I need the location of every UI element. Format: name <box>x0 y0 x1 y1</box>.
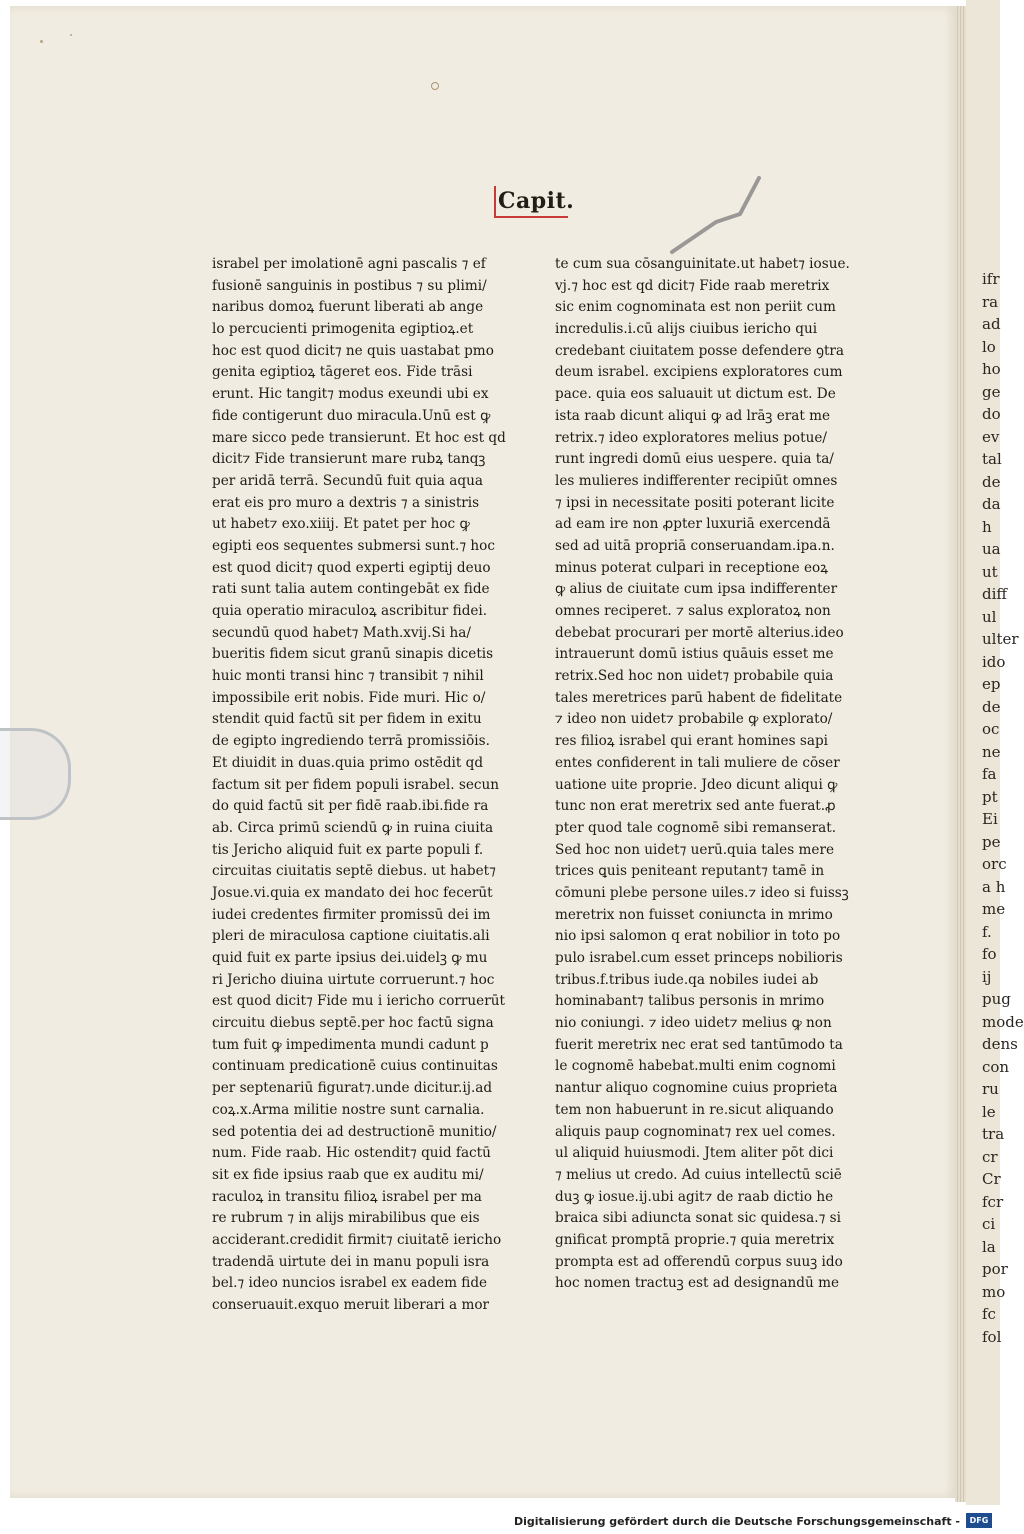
text-line: conseruauit.exquo meruit liberari a mor <box>212 1297 490 1313</box>
text-line: debebat procurari per mortē alterius.ideo <box>555 624 844 641</box>
next-page-line-fragment: cr <box>982 1147 998 1166</box>
text-line: incredulis.i.cū alijs ciuibus iericho qui <box>555 321 818 338</box>
text-line: Et diuidit in duas.quia primo ostēdit qd <box>212 754 484 771</box>
text-line: Josue.vi.quia ex mandato dei hoc fecerūt <box>212 884 493 901</box>
text-line: num. Fide raab. Hic ostendit⁊ quid factū <box>212 1145 491 1162</box>
next-page-line-fragment: tra <box>982 1125 1005 1143</box>
next-page-line-fragment: a h <box>982 877 1006 896</box>
text-line: gnificat promptā proprie.⁊ quia meretrix <box>555 1231 835 1248</box>
text-line: intrauerunt domū istius quāuis esset me <box>555 646 834 663</box>
text-line: trices ꝗuis peniteant reputant⁊ tamē in <box>555 863 825 880</box>
rubric-mark <box>494 186 568 218</box>
next-page-line-fragment: mode <box>982 1012 1024 1031</box>
next-page-line-fragment: dens <box>982 1035 1018 1053</box>
digitization-footer <box>0 1506 1000 1534</box>
text-line: nio ipsi salomon q erat nobilior in toto po <box>555 928 841 945</box>
next-page-line-fragment: le <box>982 1102 996 1121</box>
text-line: ⁊ ideo non uidet⁊ probabile ꝙ explorato/ <box>555 711 833 728</box>
next-page-line-fragment: tal <box>982 450 1002 468</box>
text-line: te cum sua cōsanguinitate.ut habet⁊ iosue. <box>555 256 850 272</box>
next-page-line-fragment: ij <box>982 967 992 986</box>
text-line: ⁊ melius ut credo. Ad cuius intellectū sciē <box>555 1166 842 1183</box>
text-line: ab. Circa primū sciendū ꝙ in ruina ciuita <box>212 819 494 836</box>
text-line: les mulieres indifferenter recipiūt omnes <box>555 472 838 489</box>
next-page-line-fragment: oc <box>982 720 1000 738</box>
text-line: bel.⁊ ideo nuncios israbel ex eadem fide <box>212 1275 488 1292</box>
text-line: hominabant⁊ talibus personis in mrimo <box>555 993 825 1010</box>
text-line: sic enim cognominata est non periit cum <box>555 299 836 316</box>
text-line: circuitu diebus septē.per hoc factū signa <box>212 1015 494 1032</box>
text-line: sit ex fide ipsius raab que ex auditu mi/ <box>212 1166 484 1183</box>
text-line: vj.⁊ hoc est qd dicit⁊ Fide raab meretrix <box>555 277 830 294</box>
text-line: hoc nomen tractuꝫ est ad designandū me <box>555 1275 840 1292</box>
next-page-line-fragment: pug <box>982 990 1011 1008</box>
next-page-line-fragment: lo <box>982 337 996 356</box>
text-line: genita egiptioꝝ tāgeret eos. Fide trāsi <box>212 364 473 381</box>
next-page-line-fragment: ifr <box>982 270 1000 288</box>
text-line: prompta est ad offerendū corpus suuꝫ ido <box>555 1253 843 1270</box>
text-line: est quod dicit⁊ Fide mu i iericho corruerūt <box>212 993 505 1010</box>
text-line: tribus.f.tribus iude.qa nobiles iudei ab <box>555 971 819 988</box>
text-line: mare sicco pede transierunt. Et hoc est qd <box>212 429 506 446</box>
next-page-line-fragment: pe <box>982 832 1001 851</box>
text-line: do quid factū sit per fidē raab.ibi.fide ra <box>212 798 489 815</box>
chapter-heading-text: Capit. <box>498 188 575 214</box>
text-line: retrix.Sed hoc non uidet⁊ probabile quia <box>555 668 834 685</box>
text-line: ut habet⁊ exo.xiiij. Et patet per hoc ꝙ <box>212 516 470 533</box>
next-page-line-fragment: orc <box>982 855 1007 873</box>
text-line: tem non habuerunt in re.sicut aliquando <box>555 1101 834 1118</box>
next-page-line-fragment: fo <box>982 945 997 963</box>
next-page-line-fragment: la <box>982 1237 996 1256</box>
next-page-line-fragment: ep <box>982 675 1001 693</box>
text-line: uatione uite proprie. Jdeo dicunt aliqui ꝙ <box>555 776 838 793</box>
next-page-line-fragment: h <box>982 517 992 536</box>
text-line: fusionē sanguinis in postibus ⁊ su plimi/ <box>212 277 487 294</box>
text-line: tum fuit ꝙ impedimenta mundi cadunt p <box>212 1036 489 1053</box>
text-line: res filioꝝ israbel qui erant homines sapi <box>555 733 829 750</box>
text-line: entes confiderent in tali muliere de cōser <box>555 754 840 771</box>
text-line: acciderant.credidit firmit⁊ ciuitatē iericho <box>212 1231 502 1248</box>
text-line: braica sibi adiuncta sonat sic quidesa.⁊ si <box>555 1210 841 1227</box>
next-page-line-fragment: ul <box>982 607 997 626</box>
next-page-line-fragment: ho <box>982 360 1001 378</box>
text-line: ista raab dicunt aliqui ꝙ ad lrāꝫ erat me <box>555 407 831 424</box>
text-line: egipti eos sequentes submersi sunt.⁊ hoc <box>212 537 495 554</box>
next-page-line-fragment: con <box>982 1057 1010 1076</box>
text-line: pace. quia eos saluauit ut dictum est. De <box>555 386 836 403</box>
next-page-line-fragment: f. <box>982 922 992 941</box>
next-page-line-fragment: ci <box>982 1215 996 1233</box>
text-line: factum sit per fidem populi israbel. secun <box>212 776 500 793</box>
text-line: runt ingredi domū eius uespere. quia ta/ <box>555 451 834 468</box>
next-page-line-fragment: mo <box>982 1282 1006 1301</box>
text-line: tradendā uirtute dei in manu populi isra <box>212 1253 490 1270</box>
text-line: ꝙ alius de ciuitate cum ipsa indifferenter <box>555 581 838 598</box>
next-page-line-fragment: ulter <box>982 630 1019 648</box>
text-line: deum israbel. excipiens exploratores cum <box>555 364 843 381</box>
next-page-line-fragment: do <box>982 405 1001 423</box>
text-line: minus poterat culpari in receptione eoꝝ <box>555 559 829 576</box>
text-line: erunt. Hic tangit⁊ modus exeundi ubi ex <box>212 386 489 403</box>
text-line: est quod dicit⁊ quod experti egiptij deuo <box>212 559 491 576</box>
next-page-line-fragment: ge <box>982 382 1001 401</box>
next-page-line-fragment: ne <box>982 742 1001 761</box>
text-line: nio coniungi. ⁊ ideo uidet⁊ melius ꝙ non <box>555 1015 832 1032</box>
text-line: sed potentia dei ad destructionē munitio/ <box>212 1123 497 1140</box>
next-page-line-fragment: ua <box>982 540 1001 558</box>
text-line: fide contigerunt duo miracula.Unū est ꝙ <box>212 407 491 424</box>
text-line: meretrix non fuisset coniuncta in mrimo <box>555 906 833 923</box>
text-line: erat eis pro muro a dextris ⁊ a sinistris <box>212 494 480 511</box>
text-line: impossibile erit nobis. Fide muri. Hic o/ <box>212 689 486 706</box>
text-line: naribus domoꝝ fuerunt liberati ab ange <box>212 299 484 316</box>
text-line: retrix.⁊ ideo exploratores melius potue/ <box>555 429 827 446</box>
next-page-line-fragment: fol <box>982 1327 1002 1346</box>
text-line: hoc est quod dicit⁊ ne quis uastabat pmo <box>212 342 494 359</box>
text-line: continuam predicationē cuius continuitas <box>212 1058 498 1075</box>
text-line: le cognomē habebat.multi enim cognomi <box>555 1058 836 1075</box>
text-line: tales meretrices parū habent de fidelitate <box>555 689 843 706</box>
next-page-line-fragment: fa <box>982 765 997 783</box>
text-line: dicit⁊ Fide transierunt mare rubꝝ tanqꝫ <box>212 451 486 468</box>
next-page-line-fragment: me <box>982 900 1006 918</box>
text-line: aliquis paup cognominat⁊ rex uel comes. <box>555 1123 836 1140</box>
text-line: ⁊ ipsi in necessitate positi poterant licite <box>555 494 835 511</box>
text-line: pleri de miraculosa captione ciuitatis.ali <box>212 928 490 945</box>
next-page-line-fragment: Ei <box>982 810 998 828</box>
text-line: quia operatio miraculoꝝ ascribitur fidei. <box>212 603 488 619</box>
text-line: ul aliquid huiusmodi. Jtem aliter pōt dici <box>555 1145 834 1162</box>
text-line: israbel per imolationē agni pascalis ⁊ ef <box>212 256 486 272</box>
text-line: pter quod tale cognomē sibi remanserat. <box>555 819 837 836</box>
text-line: circuitas ciuitatis septē diebus. ut habet⁊ <box>212 863 496 880</box>
text-line: per septenariū figurat⁊.unde dicitur.ij.ad <box>212 1080 493 1097</box>
text-line: per aridā terrā. Secundū fuit quia aqua <box>212 472 483 489</box>
text-line: duꝫ ꝙ iosue.ij.ubi agit⁊ de raab dictio he <box>555 1188 834 1205</box>
next-page-line-fragment: ru <box>982 1080 999 1098</box>
text-line: ri Jericho diuina uirtute corruerunt.⁊ hoc <box>212 971 495 988</box>
text-line: quid fuit ex parte ipsius dei.uidelꝫ ꝙ mu <box>212 950 488 966</box>
text-line: tis Jericho aliquid fuit ex parte populi f. <box>212 841 484 858</box>
next-page-line-fragment: pt <box>982 787 998 806</box>
next-page-line-fragment: da <box>982 495 1001 513</box>
next-page-line-fragment: fc <box>982 1305 996 1323</box>
text-line: cōmuni plebe persone uiles.⁊ ideo si fuissꝫ <box>555 884 849 901</box>
text-line: ad eam ire non ꝓpter luxuriā exercendā <box>555 516 831 533</box>
text-line: re rubrum ⁊ in alijs mirabilibus que eis <box>212 1210 480 1227</box>
text-line: nantur aliquo cognomine cuius proprieta <box>555 1080 838 1097</box>
text-line: Sed hoc non uidet⁊ uerū.quia tales mere <box>555 841 834 858</box>
text-line: stendit quid factū sit per fidem in exitu <box>212 711 482 728</box>
text-line: bueritis fidem sicut granū sinapis dicetis <box>212 646 494 663</box>
text-line: sed ad uitā propriā conseruandam.ipa.n. <box>555 537 835 554</box>
text-line: coꝝ.x.Arma militie nostre sunt carnalia. <box>212 1101 485 1118</box>
next-page-line-fragment: fcr <box>982 1192 1004 1211</box>
text-line: pulo israbel.cum esset princeps nobilioris <box>555 950 843 966</box>
next-page-line-fragment: de <box>982 472 1001 491</box>
next-page-line-fragment: por <box>982 1260 1008 1278</box>
left-text-column <box>212 254 517 1317</box>
text-line: tunc non erat meretrix sed ante fuerat.ꝓ <box>555 798 836 815</box>
next-page-line-fragment: ut <box>982 562 998 581</box>
next-page-line-fragment: de <box>982 697 1001 716</box>
next-page-line-fragment: diff <box>982 585 1008 603</box>
text-line: raculoꝝ in transitu filioꝝ israbel per ma <box>212 1188 482 1205</box>
chapter-heading <box>498 188 574 214</box>
next-page-line-fragment: ev <box>982 427 1000 446</box>
text-line: iudei credentes firmiter promissū dei im <box>212 906 491 923</box>
next-page-line-fragment: ido <box>982 652 1006 671</box>
text-line: fuerit meretrix nec erat sed tantūmodo ta <box>555 1036 843 1053</box>
text-line: secundū quod habet⁊ Math.xvij.Si ha/ <box>212 624 471 641</box>
dfg-logo: DFG <box>966 1513 992 1528</box>
next-page-line-fragment: Cr <box>982 1170 1001 1188</box>
text-line: de egipto ingrediendo terrā promissiōis. <box>212 733 490 750</box>
right-text-column <box>555 254 850 1295</box>
next-page-line-fragment: ad <box>982 315 1001 333</box>
text-line: omnes reciperet. ⁊ salus exploratoꝝ non <box>555 603 831 619</box>
footer-credit-text: Digitalisierung gefördert durch die Deutsche Forschungsgemeinschaft - <box>513 1515 960 1528</box>
text-line: rati sunt talia autem contingebāt ex fide <box>212 581 490 598</box>
text-line: lo percucienti primogenita egiptioꝝ.et <box>212 321 474 338</box>
next-page-line-fragment: ra <box>982 292 999 311</box>
text-line: huic monti transi hinc ⁊ transibit ⁊ nihil <box>212 668 484 685</box>
text-line: credebant ciuitatem posse defendere ꝯtra <box>555 342 845 359</box>
